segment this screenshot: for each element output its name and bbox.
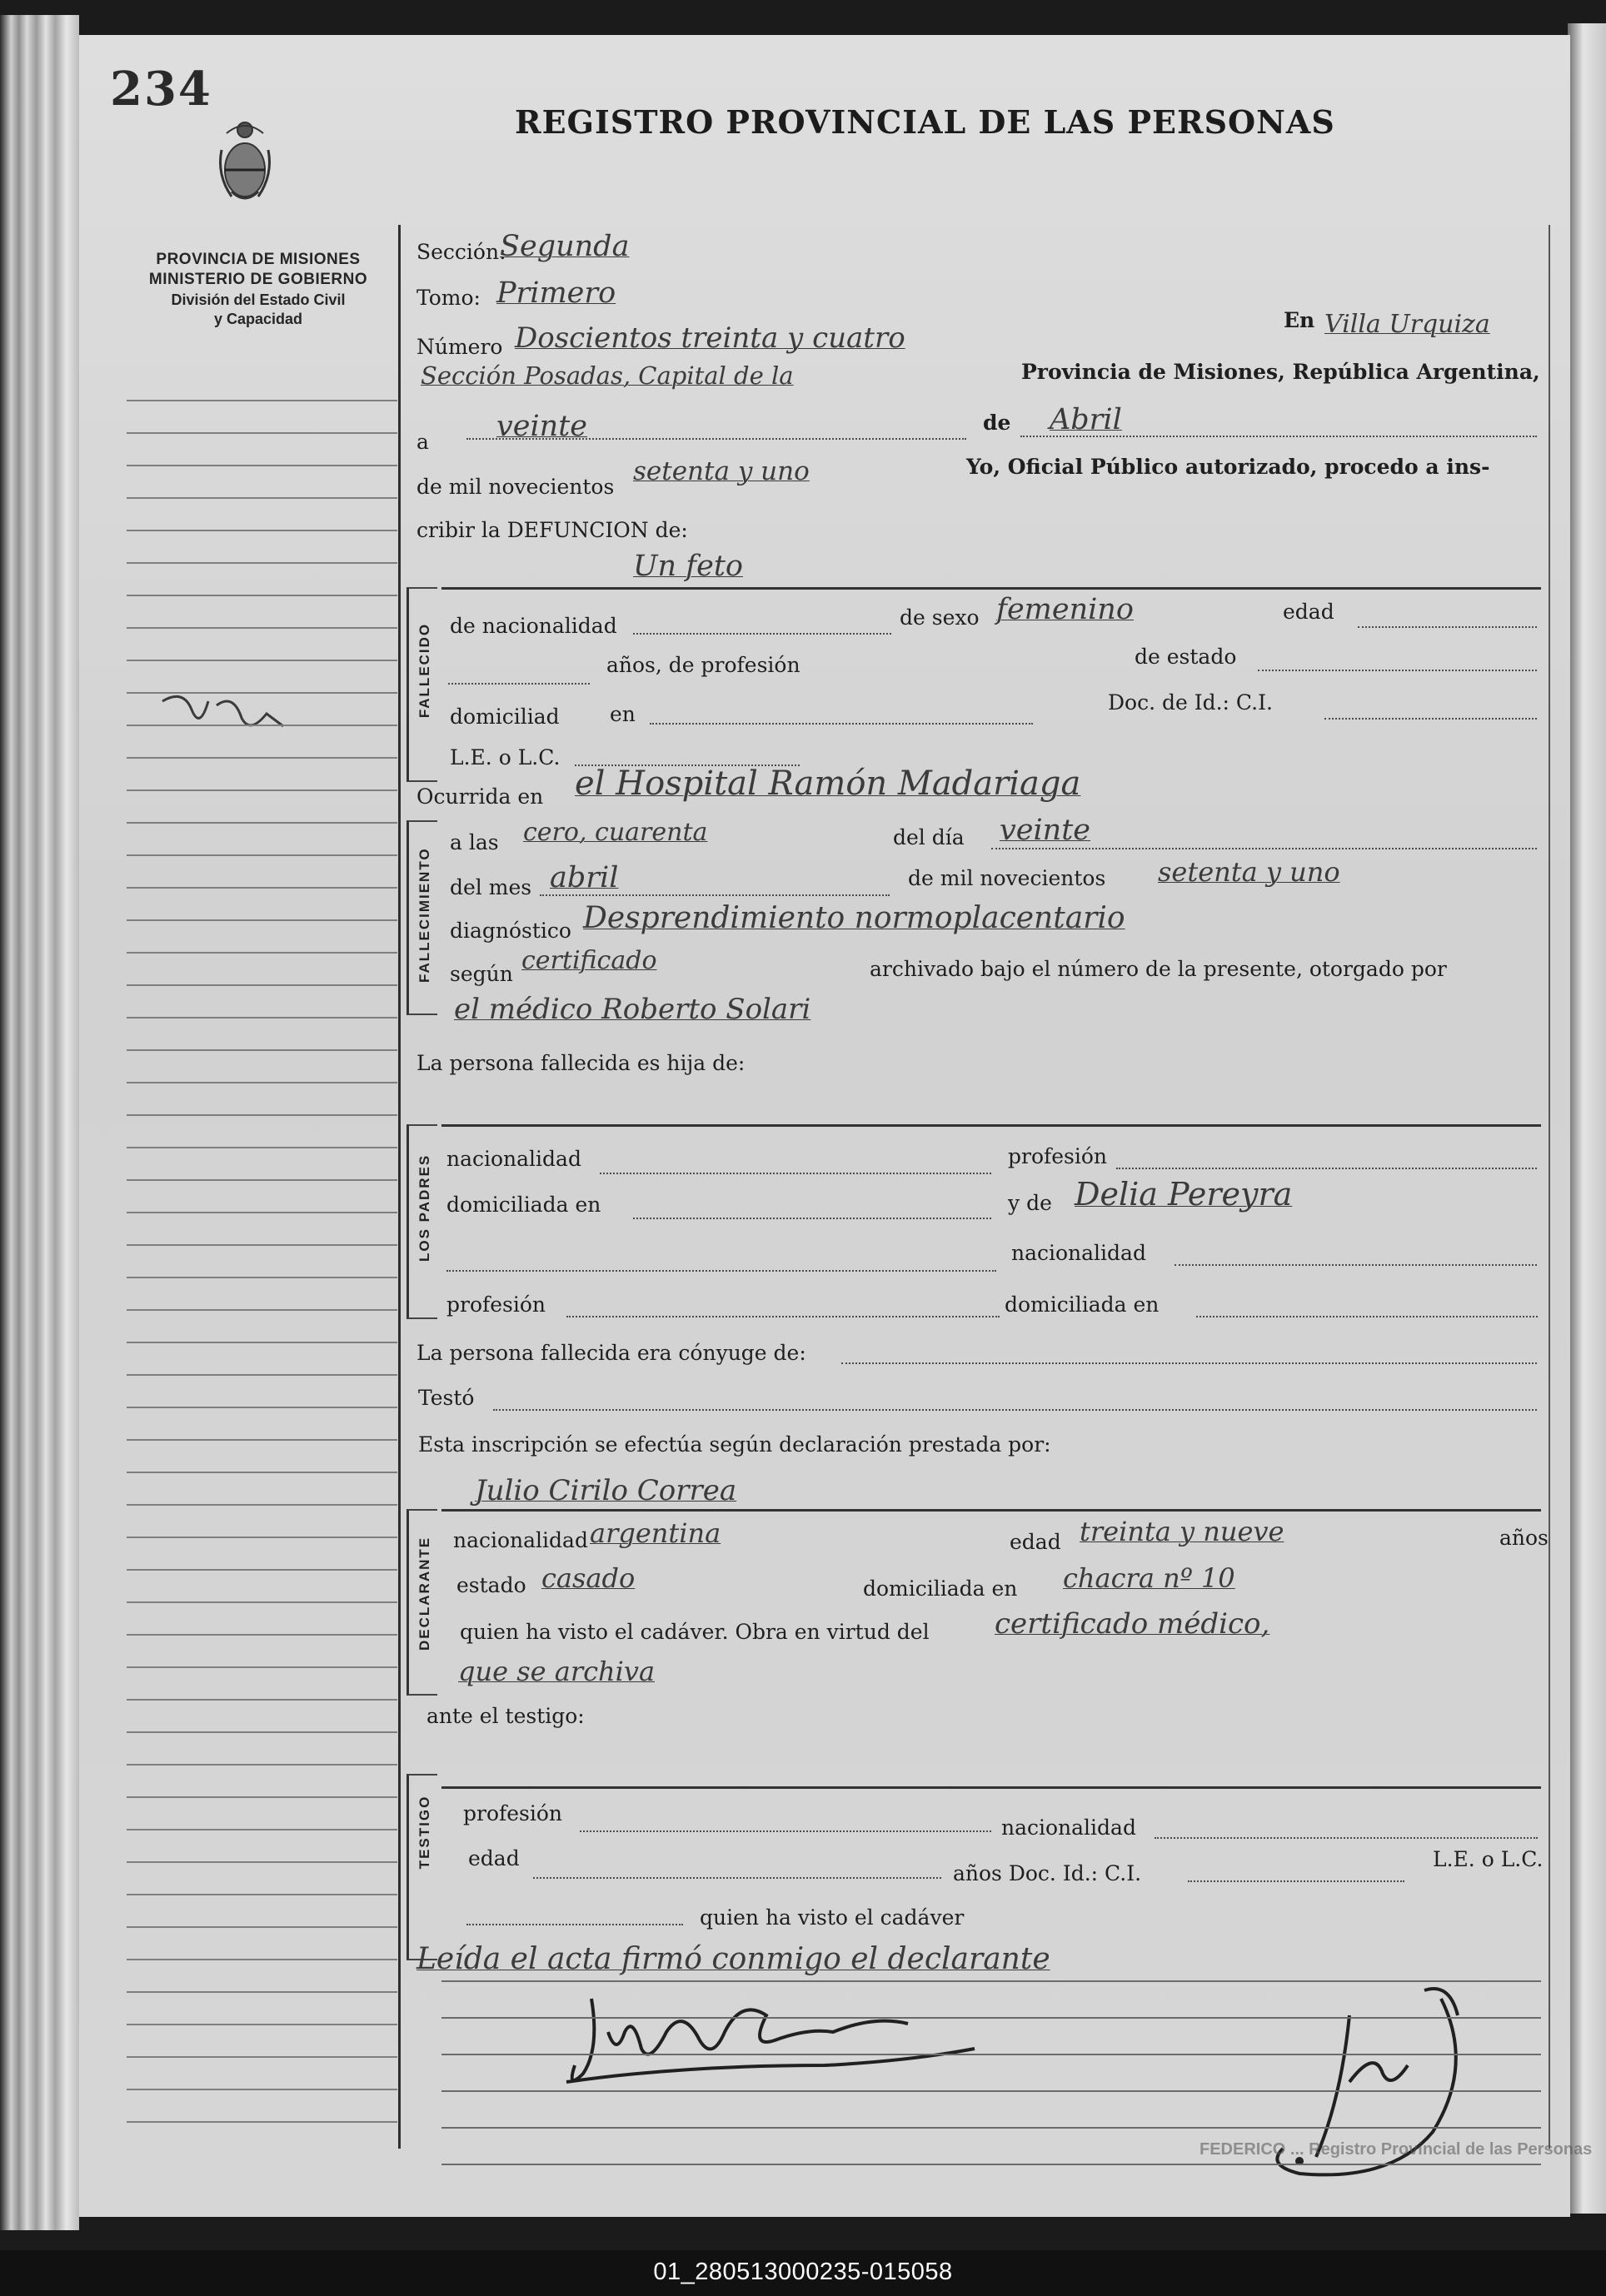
del-mes-label: del mes [450, 875, 532, 899]
margin-ruled-line [127, 1666, 397, 1668]
margin-ruled-line [127, 1439, 397, 1441]
margin-ruled-line [127, 497, 397, 499]
provincia-label: Provincia de Misiones, República Argentina, [1021, 360, 1540, 384]
margin-ruled-line [127, 1179, 397, 1181]
testigo-profesion-label: profesión [463, 1801, 563, 1825]
conyuge-line [841, 1362, 1537, 1364]
margin-ruled-line [127, 919, 397, 921]
declarante-section-tag: DECLARANTE [416, 1536, 432, 1651]
seccion-label: Sección: [416, 240, 506, 264]
form-frame [398, 225, 1550, 2149]
testigo-doc-line [1188, 1880, 1404, 1882]
padre-profesion-label: profesión [1008, 1144, 1108, 1168]
testigo-edad-label: edad [468, 1846, 520, 1870]
margin-ruled-line [127, 1601, 397, 1603]
segun-value: certificado [521, 946, 657, 975]
coat-of-arms-icon [215, 117, 275, 210]
testigo-nacionalidad-line [1155, 1837, 1538, 1839]
y-de-value: Delia Pereyra [1075, 1176, 1293, 1213]
registry-stamp: FEDERICO ... Registro Provincial de las Personas [1200, 2140, 1593, 2159]
fallecido-en-line [650, 723, 1033, 725]
padre-profesion-line [1116, 1168, 1537, 1169]
tomo-value: Primero [496, 276, 616, 310]
madre-domicilio-line [1196, 1316, 1538, 1317]
madre-nacionalidad-label: nacionalidad [1011, 1241, 1146, 1265]
mil-nov-value: setenta y uno [633, 456, 810, 486]
margin-ruled-line [127, 1699, 397, 1701]
image-id-caption: 01_280513000235-015058 [653, 2259, 953, 2285]
del-dia-value: veinte [1000, 814, 1090, 847]
fallecido-edad-line [1358, 626, 1537, 628]
margin-ruled-line [127, 1114, 397, 1116]
a-line [466, 438, 966, 440]
declarante-signature [558, 1982, 1025, 2107]
margin-ruled-line [127, 1309, 397, 1311]
fallecido-name-line [441, 587, 1541, 590]
footer-bar [0, 2250, 1606, 2296]
mil-nov2-label: de mil novecientos [908, 866, 1106, 890]
padre-domicilio-line [633, 1218, 991, 1219]
ante-testigo-label: ante el testigo: [426, 1704, 585, 1728]
mil-nov2-value: setenta y uno [1158, 856, 1340, 888]
a-label: a [416, 430, 429, 454]
margin-ruled-line [127, 1504, 397, 1506]
testigo-doc-label: años Doc. Id.: C.I. [953, 1861, 1142, 1885]
margin-ruled-line [127, 1894, 397, 1895]
padre-name-line [441, 1124, 1541, 1127]
madre-profesion-label: profesión [446, 1292, 546, 1317]
seccion-lugar-value: Sección Posadas, Capital de la [421, 361, 794, 390]
otorgado-value: el médico Roberto Solari [454, 993, 811, 1026]
margin-ruled-line [127, 1569, 397, 1571]
agency-ministry: MINISTERIO DE GOBIERNO [148, 271, 368, 289]
seccion-value: Segunda [500, 230, 630, 263]
madre-nacionalidad-line [1175, 1264, 1537, 1266]
inscribir-label: cribir la DEFUNCION de: [416, 518, 688, 542]
testigo-visto-label: quien ha visto el cadáver [700, 1905, 965, 1930]
inscripcion-label: Esta inscripción se efectúa según declaración prestada por: [418, 1432, 1051, 1457]
a-las-label: a las [450, 830, 499, 854]
testo-line [493, 1409, 1537, 1411]
signature-ruled-line [441, 2164, 1541, 2165]
madre-profesion-line [566, 1316, 1000, 1317]
cierre-statement: Leída el acta firmó conmigo el declarante [416, 1942, 1050, 1976]
testigo-name-line [441, 1786, 1541, 1789]
de-label: de [983, 411, 1011, 435]
tomo-label: Tomo: [416, 286, 481, 310]
diagnostico-value: Desprendimiento normoplacentario [583, 901, 1125, 935]
agency-block [117, 250, 400, 329]
book-binding-edge [0, 15, 79, 2230]
decl-estado-value: casado [541, 1562, 636, 1594]
margin-ruled-line [127, 757, 397, 759]
testigo-section-tag: TESTIGO [416, 1795, 432, 1870]
fallecimiento-section-tag: FALLECIMIENTO [416, 847, 432, 983]
de-mil-label: de mil novecientos [416, 475, 615, 499]
margin-ruled-line [127, 1374, 397, 1376]
fallecido-estado-label: de estado [1135, 645, 1237, 669]
madre-line [446, 1270, 996, 1272]
conyuge-label: La persona fallecida era cónyuge de: [416, 1341, 806, 1365]
margin-ruled-line [127, 2089, 397, 2090]
ocurrida-value: el Hospital Ramón Madariaga [575, 765, 1081, 803]
testigo-line4 [466, 1924, 683, 1925]
del-mes-value: abril [550, 861, 619, 894]
margin-ruled-line [127, 692, 397, 694]
margin-ruled-line [127, 1472, 397, 1473]
madre-domiciliada-label: domiciliada en [1005, 1292, 1160, 1317]
margin-ruled-line [127, 2024, 397, 2025]
margin-ruled-line [127, 1407, 397, 1408]
margin-ruled-line [127, 1082, 397, 1083]
signature-ruled-line [441, 1980, 1541, 1982]
margin-ruled-line [127, 1634, 397, 1636]
de-line [1020, 436, 1537, 437]
padre-nacionalidad-line [600, 1173, 991, 1174]
de-value: Abril [1050, 403, 1122, 436]
en-label: En [1284, 308, 1315, 332]
signature-ruled-line [441, 2017, 1541, 2019]
fallecido-doc-label: Doc. de Id.: C.I. [1108, 690, 1273, 715]
margin-ruled-line [127, 1277, 397, 1278]
del-dia-label: del día [893, 825, 965, 849]
margin-ruled-line [127, 1212, 397, 1213]
margin-ruled-line [127, 1829, 397, 1830]
margin-ruled-line [127, 1017, 397, 1019]
fallecido-nombre: Un feto [633, 550, 743, 583]
margin-ruled-line [127, 789, 397, 791]
margin-ruled-line [127, 2056, 397, 2058]
margin-ruled-line [127, 660, 397, 661]
testigo-profesion-line [580, 1830, 991, 1832]
fallecido-le-lc-label: L.E. o L.C. [450, 745, 561, 769]
diagnostico-label: diagnóstico [450, 919, 571, 943]
fallecido-nacionalidad-label: de nacionalidad [450, 614, 617, 638]
testigo-le-lc-label: L.E. o L.C. [1433, 1847, 1544, 1871]
fallecido-nacionalidad-line [633, 633, 891, 635]
segun-label: según [450, 962, 513, 986]
fallecido-domiciliad-label: domiciliad [450, 705, 560, 729]
decl-anos-label: años [1499, 1526, 1549, 1550]
decl-nacionalidad-value: argentina [590, 1517, 721, 1549]
margin-ruled-line [127, 530, 397, 531]
testigo-edad-line [533, 1877, 941, 1879]
testigo-nacionalidad-label: nacionalidad [1001, 1815, 1136, 1840]
fallecido-estado-line [1258, 670, 1537, 671]
margin-ruled-line [127, 1796, 397, 1798]
decl-edad-label: edad [1010, 1530, 1061, 1554]
declarante-nombre: Julio Cirilo Correa [475, 1474, 737, 1507]
del-mes-line [540, 894, 890, 896]
margin-ruled-line [127, 1342, 397, 1343]
margin-ruled-line [127, 627, 397, 629]
del-dia-line [991, 848, 1537, 849]
margin-ruled-line [127, 432, 397, 434]
margin-ruled-line [127, 1861, 397, 1863]
fallecido-sexo-value: femenino [996, 593, 1134, 626]
decl-visto-label: quien ha visto el cadáver. Obra en virtud del [460, 1620, 930, 1644]
en-value: Villa Urquiza [1324, 310, 1490, 339]
margin-ruled-line [127, 1926, 397, 1928]
fallecido-profesion-label: años, de profesión [606, 653, 801, 677]
margin-ruled-line [127, 465, 397, 466]
margin-ruled-line [127, 1147, 397, 1148]
archivado-label: archivado bajo el número de la presente, otorgado por [870, 957, 1447, 981]
margin-ruled-line [127, 725, 397, 726]
oficial-label: Yo, Oficial Público autorizado, procedo a ins- [966, 455, 1490, 479]
margin-ruled-line [127, 2121, 397, 2123]
margin-ruled-line [127, 1959, 397, 1960]
ocurrida-label: Ocurrida en [416, 784, 544, 809]
decl-edad-value: treinta y nueve [1080, 1516, 1284, 1547]
numero-label: Número [416, 335, 503, 359]
margin-ruled-line [127, 1536, 397, 1538]
facing-page-edge [1568, 23, 1606, 2214]
virtud2-value: que se archiva [458, 1656, 656, 1687]
fallecido-sexo-label: de sexo [900, 605, 980, 630]
signature-ruled-line [441, 2054, 1541, 2055]
margin-ruled-line [127, 887, 397, 889]
margin-ruled-line [127, 1049, 397, 1051]
signature-ruled-line [441, 2127, 1541, 2129]
decl-domiciliada-label: domiciliada en [863, 1576, 1018, 1601]
fallecido-en-label: en [610, 702, 636, 726]
fallecido-anos-line [448, 683, 590, 685]
numero-value: Doscientos treinta y cuatro [515, 321, 905, 355]
padre-domiciliada-label: domiciliada en [446, 1193, 601, 1217]
y-de-label: y de [1008, 1191, 1052, 1215]
margin-note-signature [158, 685, 325, 751]
decl-domicilio-value: chacra nº 10 [1063, 1562, 1235, 1594]
fallecido-edad-label: edad [1283, 600, 1334, 624]
margin-ruled-line [127, 1991, 397, 1993]
decl-estado-label: estado [456, 1573, 526, 1597]
margin-ruled-line [127, 984, 397, 986]
page-number: 234 [110, 62, 212, 117]
margin-ruled-line [127, 952, 397, 954]
fallecido-doc-line [1324, 718, 1537, 720]
hija-de-label: La persona fallecida es hija de: [416, 1051, 746, 1075]
decl-nacionalidad-label: nacionalidad [453, 1528, 588, 1552]
a-las-value: cero, cuarenta [523, 818, 708, 847]
margin-ruled-line [127, 1764, 397, 1766]
virtud-value: certificado médico, [995, 1607, 1270, 1641]
agency-capacidad: y Capacidad [213, 310, 303, 327]
margin-ruled-line [127, 1244, 397, 1246]
margin-ruled-line [127, 595, 397, 596]
signature-ruled-line [441, 2090, 1541, 2092]
a-value: veinte [496, 410, 587, 443]
document-title: REGISTRO PROVINCIAL DE LAS PERSONAS [515, 103, 1335, 141]
margin-ruled-line [127, 400, 397, 401]
margin-ruled-line [127, 822, 397, 824]
padre-nacionalidad-label: nacionalidad [446, 1147, 581, 1171]
testo-label: Testó [418, 1386, 475, 1410]
padres-section-tag: LOS PADRES [416, 1153, 432, 1262]
declarante-name-line [441, 1509, 1541, 1512]
margin-ruled-line [127, 1731, 397, 1733]
margin-ruled-line [127, 854, 397, 856]
fallecido-section-tag: FALLECIDO [416, 622, 432, 719]
margin-ruled-line [127, 562, 397, 564]
agency-province: PROVINCIA DE MISIONES [156, 251, 361, 268]
agency-division: División del Estado Civil [171, 291, 346, 308]
